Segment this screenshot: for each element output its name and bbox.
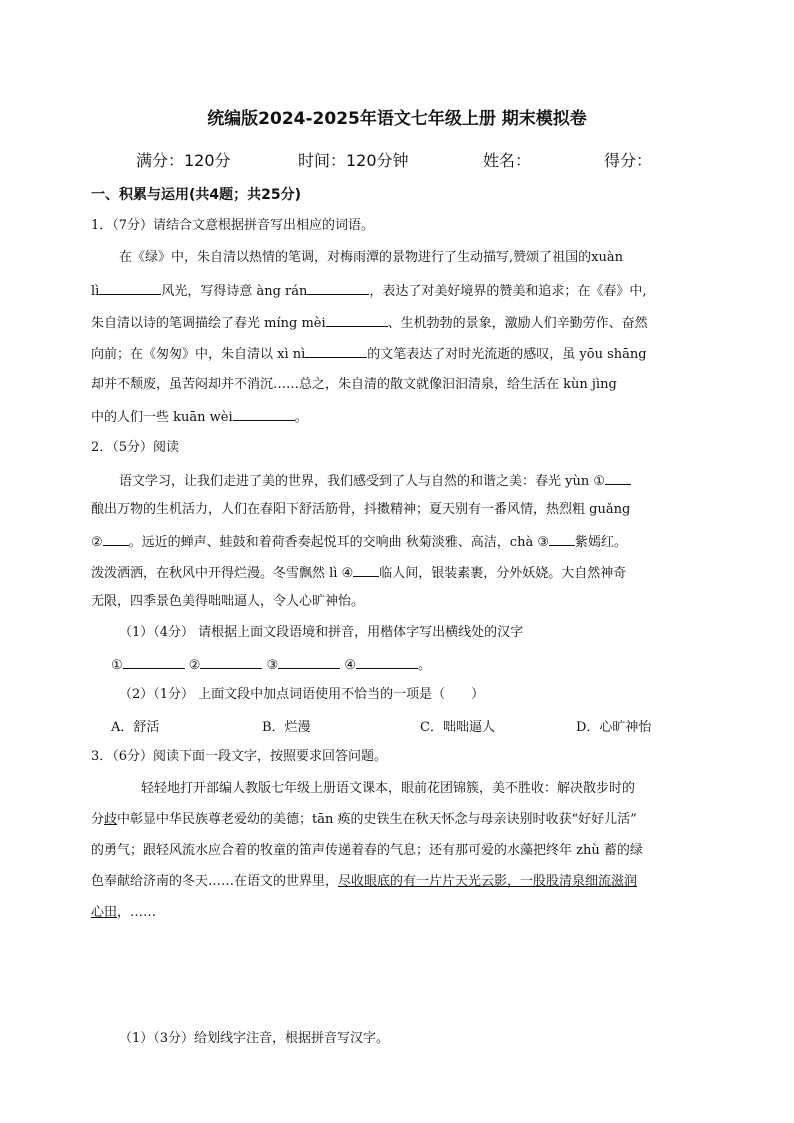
q1-heading: 1．（7分）请结合文意根据拼音写出相应的词语。	[91, 218, 375, 233]
q3-line: 轻轻地打开部编人教版七年级上册语文课本，眼前花团锦簇，美不胜收：解决散步时的	[141, 781, 636, 796]
underlined-char: 歧	[104, 812, 118, 827]
q1-line	[91, 280, 703, 302]
option-b[interactable]: B．烂漫	[262, 720, 311, 735]
answer-blank[interactable]	[233, 406, 295, 421]
text: 、生机勃勃的景象，激励人们辛勤劳作、奋然	[387, 316, 648, 331]
answer-blank[interactable]	[605, 470, 631, 485]
q2-heading: 2．（5分）阅读	[91, 440, 180, 455]
q3-sub1: （1）（3分）给划线字注音，根据拼音写汉字。	[119, 1031, 390, 1046]
text: 语文学习，让我们走进了美的世界，我们感受到了人与自然的和谐之美：春光 yùn ①	[119, 474, 606, 489]
text: 分	[91, 812, 105, 827]
full-score: 满分：120分	[136, 151, 231, 170]
answer-blank[interactable]	[99, 280, 161, 295]
q2-line: 无限，四季景色美得咄咄逼人，令人心旷神怡。	[91, 594, 365, 609]
text: ，……	[117, 905, 157, 920]
section-heading: 一、积累与运用(共4题；共25分)	[91, 187, 302, 203]
text: 色奉献给济南的冬天……在语文的世界里，	[91, 874, 339, 889]
q2-line	[119, 470, 731, 492]
q1-line	[91, 312, 703, 334]
text: 风光，写得诗意 àng rán	[161, 284, 308, 299]
underlined-sentence: 尽收眼底的有一片片天光云影，一股股清泉细流滋润	[338, 874, 638, 889]
text: 的文笔表达了对时光流逝的感叹，虽 yōu shāng	[367, 347, 647, 362]
text: 。	[418, 658, 432, 673]
answer-blank[interactable]	[200, 654, 262, 669]
text: 泼泼洒洒，在秋风中开得烂漫。冬雪飘然 lì ④	[91, 566, 354, 581]
text: 中彰显中华民族尊老爱幼的美德；tān 痪的史铁生在秋天怀念与母亲诀别时收获“好好儿活”	[117, 812, 637, 827]
q3-line	[91, 872, 703, 892]
q2-sub1: （1）（4分） 请根据上面文段语境和拼音，用楷体字写出横线处的汉字	[119, 625, 524, 640]
score-field[interactable]: 得分：	[604, 151, 653, 170]
blank-label: ②	[188, 658, 201, 673]
q1-line	[91, 343, 703, 365]
answer-blank[interactable]	[353, 562, 379, 577]
blank-label: ①	[111, 658, 123, 673]
q2-line: 酿出万物的生机活力，人们在春阳下舒活筋骨，抖擞精神；夏天别有一番风情，热烈粗 guǎng	[91, 502, 631, 517]
q3-line	[91, 810, 703, 830]
option-c[interactable]: C．咄咄逼人	[420, 720, 495, 735]
blank-label: ③	[266, 658, 279, 673]
name-field[interactable]: 姓名：	[483, 151, 532, 170]
option-d[interactable]: D．心旷神怡	[576, 720, 652, 735]
q2-blanks	[111, 654, 723, 676]
pinyin: lì	[91, 284, 100, 299]
q1-line	[91, 406, 703, 428]
text: ②	[91, 535, 103, 550]
q1-line: 在《绿》中，朱自清以热情的笔调，对梅雨潭的景物进行了生动描写,赞颂了祖国的xuàn	[119, 250, 623, 265]
text: 。远近的蝉声、蛙鼓和着荷香奏起悦耳的交响曲 秋菊淡雅、高洁，chà ③	[128, 535, 549, 550]
text: 紫嫣红。	[574, 535, 627, 550]
answer-blank[interactable]	[307, 280, 369, 295]
q1-line: 却并不颓废，虽苦闷却并不消沉……总之，朱自清的散文就像汩汩清泉，给生活在 kùn jìng	[91, 377, 617, 392]
q3-line	[91, 903, 703, 923]
q2-sub2: （2）（1分） 上面文段中加点词语使用不恰当的一项是（ ）	[119, 687, 485, 702]
exam-title: 统编版2024-2025年语文七年级上册 期末模拟卷	[207, 109, 587, 129]
answer-blank[interactable]	[103, 531, 129, 546]
option-a[interactable]: A．舒活	[111, 720, 160, 735]
answer-blank[interactable]	[356, 654, 418, 669]
q2-line	[91, 562, 703, 584]
answer-blank[interactable]	[305, 343, 367, 358]
underlined-sentence: 心田	[91, 905, 118, 920]
answer-blank[interactable]	[278, 654, 340, 669]
blank-label: ④	[344, 658, 357, 673]
text: 朱自清以诗的笔调描绘了春光 míng mèi	[91, 316, 326, 331]
text: 临人间，银装素裹，分外妖娆。大自然神奇	[379, 566, 627, 581]
text: 中的人们一些 kuān wèi	[91, 410, 233, 425]
text: 。	[294, 410, 308, 425]
time-limit: 时间：120分钟	[298, 151, 409, 170]
q2-line	[91, 531, 703, 553]
text: 向前；在《匆匆》中，朱自清以 xì nì	[91, 347, 306, 362]
answer-blank[interactable]	[123, 654, 185, 669]
answer-blank[interactable]	[549, 531, 575, 546]
q3-heading: 3．（6分）阅读下面一段文字，按照要求回答问题。	[91, 749, 388, 764]
text: ，表达了对美好境界的赞美和追求；在《春》中,	[369, 284, 647, 299]
answer-blank[interactable]	[326, 312, 388, 327]
q3-line: 的勇气；跟轻风流水应合着的牧童的笛声传递着春的气息；还有那可爱的水藻把终年 zhù 蓄的绿	[91, 843, 643, 858]
